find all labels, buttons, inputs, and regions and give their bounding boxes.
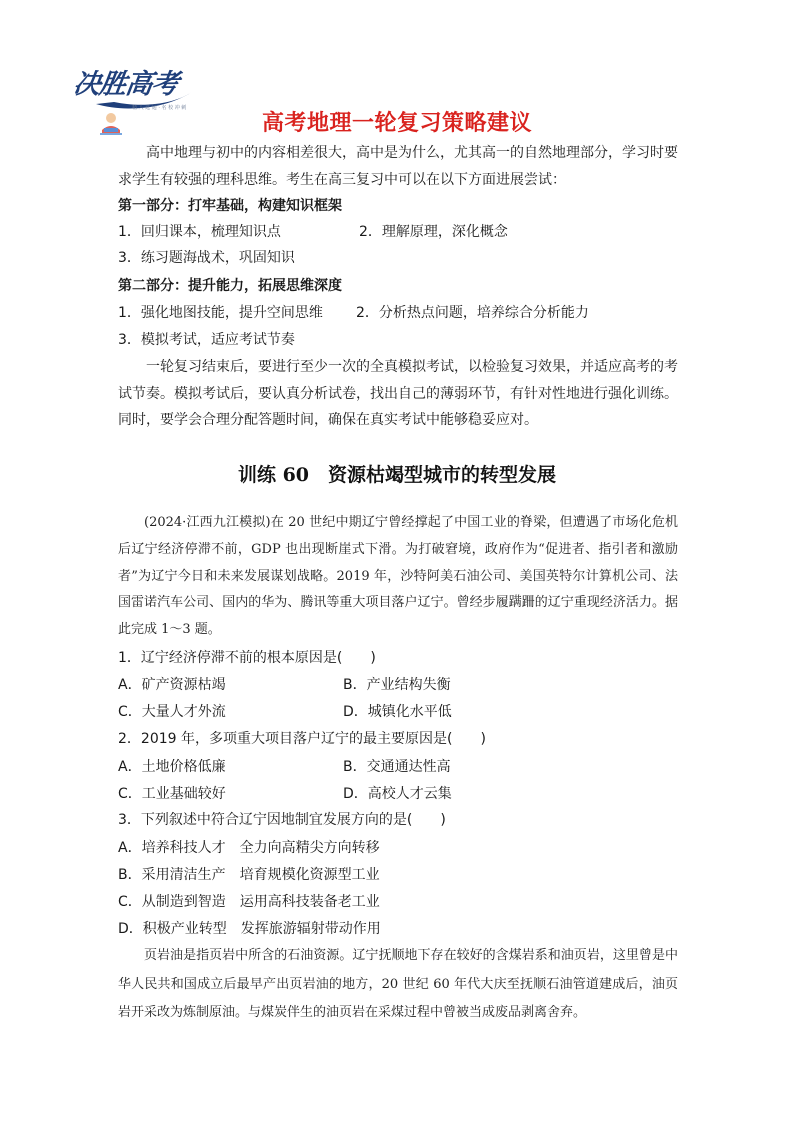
- part1-item2: 2．理解原理，深化概念: [359, 224, 508, 240]
- logo-text: 决胜高考: [71, 69, 180, 100]
- part2-row1: [118, 303, 678, 323]
- question-1-option-b: B．产业结构失衡: [343, 677, 451, 693]
- page-title: 高考地理一轮复习策略建议: [261, 111, 532, 136]
- question-1-option-c: C．大量人才外流: [118, 704, 226, 720]
- question-3-option-b: B．采用清洁生产 培育规模化资源型工业: [118, 867, 380, 883]
- closing-paragraph: 一轮复习结束后，要进行至少一次的全真模拟考试，以检验复习效果，并适应高考的考试节奏。模拟考试后，要认真分析试卷，找出自己的薄弱环节，有针对性地进行强化训练。同时，要学会合理分配答题时间，确保在真实考试中能够稳妥应对。: [118, 359, 678, 429]
- part1-heading: 第一部分：打牢基础，构建知识框架: [118, 198, 342, 214]
- question-3-option-d: D．积极产业转型 发挥旅游辐射带动作用: [118, 921, 381, 937]
- section-title: 训练 60 资源枯竭型城市的转型发展: [237, 464, 557, 486]
- passage-1: (2024·江西九江模拟)在 20 世纪中期辽宁曾经撑起了中国工业的脊梁，但遭遇了市场化危机后辽宁经济停滞不前，GDP 也出现断崖式下滑。为打破窘境，政府作为“促进者、指引者和激励者”为辽宁今日和未来发展谋划战略。2019 年，沙特阿美石油公司、美国英特尔计算机公司、法国雷诺汽车公司、国内的华为、腾讯等重大项目落户辽宁。曾经步履蹒跚的辽宁重现经济活力。据此完成 1～3 题。: [118, 515, 678, 638]
- question-1-option-d: D．城镇化水平低: [343, 704, 452, 720]
- question-3-option-c: C．从制造到智造 运用高科技装备老工业: [118, 894, 380, 910]
- part2-item1: 1．强化地图技能，提升空间思维: [118, 305, 323, 321]
- passage-2: 页岩油是指页岩中所含的石油资源。辽宁抚顺地下存在较好的含煤岩系和油页岩，这里曾是中华人民共和国成立后最早产出页岩油的地方，20 世纪 60 年代大庆至抚顺石油管道建成后，油页岩开采改为炼制原油。与煤炭伴生的油页岩在采煤过程中曾被当成废品剥离舍弃。: [118, 948, 678, 1020]
- question-2-option-a: A．土地价格低廉: [118, 759, 226, 775]
- question-3-stem: 3．下列叙述中符合辽宁因地制宜发展方向的是( ): [118, 812, 446, 828]
- intro-paragraph: 高中地理与初中的内容相差很大，高中是为什么，尤其高一的自然地理部分，学习时要求学生有较强的理科思维。考生在高三复习中可以在以下方面进展尝试：: [118, 145, 678, 188]
- part2-heading: 第二部分：提升能力，拓展思维深度: [118, 278, 342, 294]
- logo-tagline: 精 人 选 通 · 名 校 冲 刺: [132, 105, 187, 111]
- question-2-option-b: B．交通通达性高: [343, 759, 451, 775]
- question-3-option-a: A．培养科技人才 全力向高精尖方向转移: [118, 840, 380, 856]
- question-1-option-a: A．矿产资源枯竭: [118, 677, 226, 693]
- question-2-options-row2: [118, 784, 678, 804]
- part1-item3: 3．练习题海战术，巩固知识: [118, 250, 295, 266]
- question-2-options-row1: [118, 757, 678, 777]
- question-2-stem: 2．2019 年，多项重大项目落户辽宁的最主要原因是( ): [118, 731, 486, 747]
- question-2-option-d: D．高校人才云集: [343, 786, 452, 802]
- question-2-option-c: C．工业基础较好: [118, 786, 226, 802]
- part2-item3: 3．模拟考试，适应考试节奏: [118, 332, 295, 348]
- part2-item2: 2．分析热点问题，培养综合分析能力: [356, 305, 589, 321]
- part1-row1: [118, 222, 678, 242]
- question-1-stem: 1．辽宁经济停滞不前的根本原因是( ): [118, 650, 376, 666]
- question-1-options-row2: [118, 702, 678, 722]
- part1-item1: 1．回归课本，梳理知识点: [118, 224, 281, 240]
- question-1-options-row1: [118, 675, 678, 695]
